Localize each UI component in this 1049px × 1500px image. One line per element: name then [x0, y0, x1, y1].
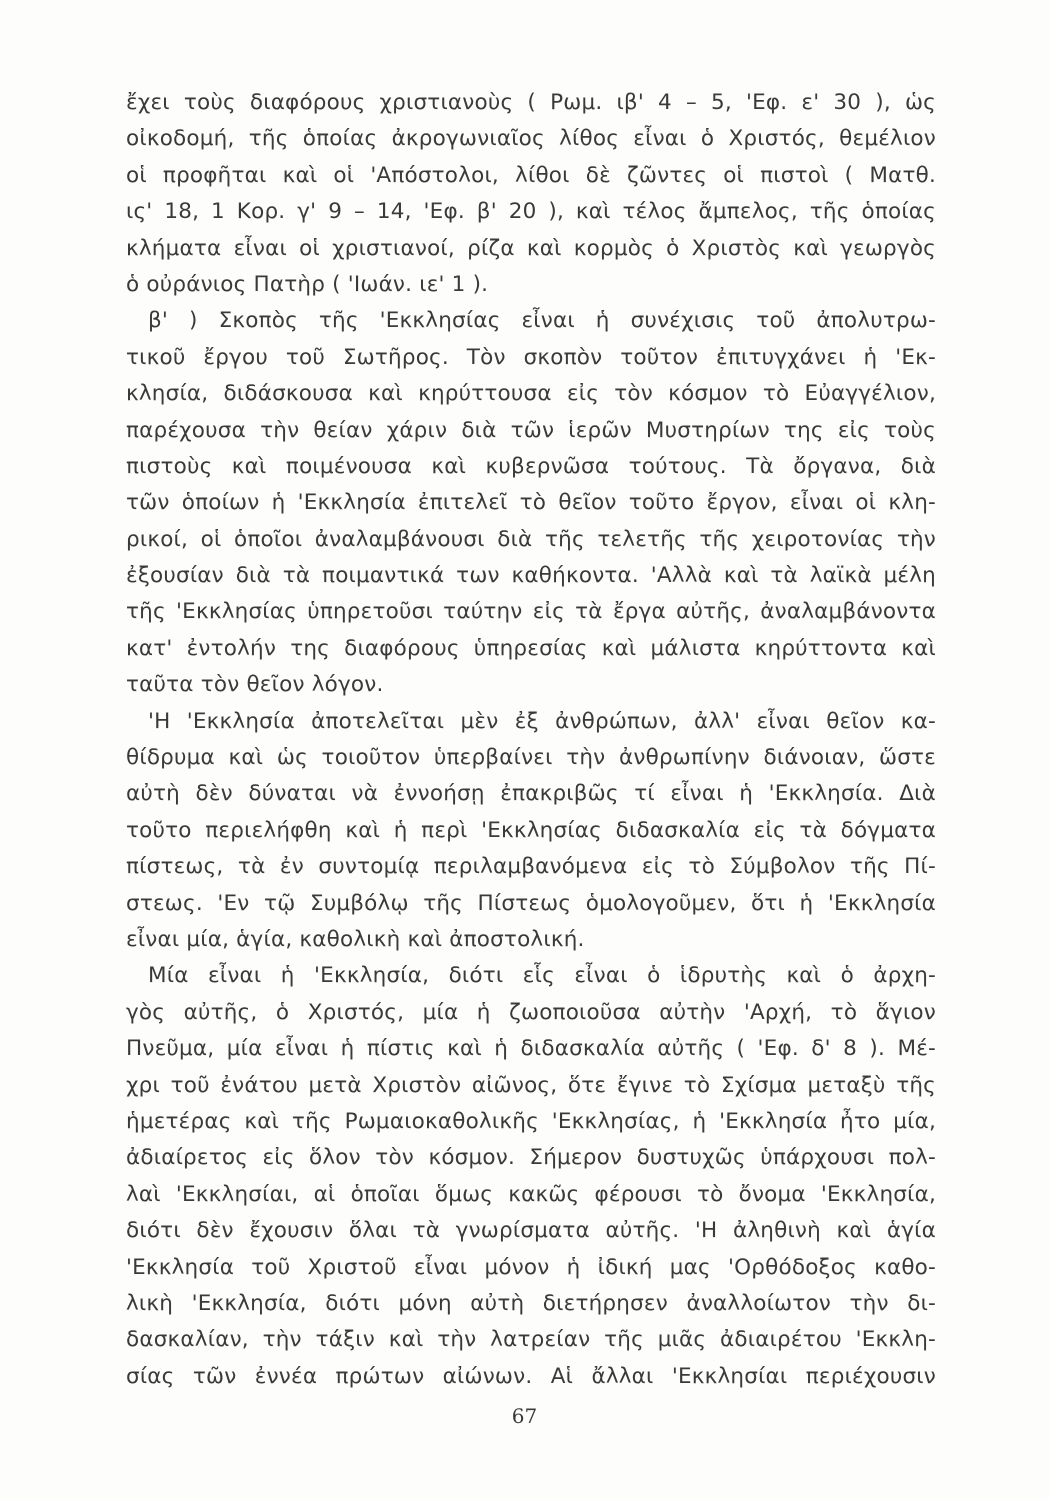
- text-line-19: θίδρυμα καὶ ὡς τοιοῦτον ὑπερβαίνει τὴν ἀνθρωπίνην διάνοιαν, ὥστε: [126, 745, 936, 771]
- text-line-11: πιστοὺς καὶ ποιμένουσα καὶ κυβερνῶσα τούτους. Τὰ ὄργανα, διὰ: [126, 453, 936, 479]
- text-line-7: β' ) Σκοπὸς τῆς 'Εκκλησίας εἶναι ἡ συνέχισις τοῦ ἀπολυτρω-: [148, 308, 936, 334]
- text-line-24: εἶναι μία, ἁγία, καθολικὴ καὶ ἀποστολική.: [126, 926, 585, 952]
- text-line-4: ις' 18, 1 Κορ. γ' 9 – 14, 'Εφ. β' 20 ), καὶ τέλος ἄμπελος, τῆς ὁποίας: [126, 199, 936, 225]
- text-line-20: αὐτὴ δὲν δύναται νὰ ἐννοήσῃ ἐπακριβῶς τί εἶναι ἡ 'Εκκλησία. Διὰ: [126, 781, 936, 807]
- text-line-30: ἀδιαίρετος εἰς ὅλον τὸν κόσμον. Σήμερον δυστυχῶς ὑπάρχουσι πολ-: [126, 1145, 936, 1171]
- text-line-1: ἔχει τοὺς διαφόρους χριστιανοὺς ( Ρωμ. ιβ' 4 – 5, 'Εφ. ε' 30 ), ὡς: [126, 90, 936, 115]
- text-line-14: ἐξουσίαν διὰ τὰ ποιμαντικά των καθήκοντα. 'Αλλὰ καὶ τὰ λαϊκὰ μέλη: [126, 563, 936, 589]
- text-line-28: χρι τοῦ ἐνάτου μετὰ Χριστὸν αἰῶνος, ὅτε ἔγινε τὸ Σχίσμα μεταξὺ τῆς: [126, 1072, 936, 1098]
- text-line-2: οἰκοδομή, τῆς ὁποίας ἀκρογωνιαῖος λίθος εἶναι ὁ Χριστός, θεμέλιον: [126, 126, 936, 152]
- text-line-15: τῆς 'Εκκλησίας ὑπηρετοῦσι ταύτην εἰς τὰ ἔργα αὐτῆς, ἀναλαμβάνοντα: [126, 599, 936, 625]
- text-line-35: δασκαλίαν, τὴν τάξιν καὶ τὴν λατρείαν τῆς μιᾶς ἀδιαιρέτου 'Εκκλη-: [126, 1327, 936, 1353]
- text-line-16: κατ' ἐντολήν της διαφόρους ὑπηρεσίας καὶ μάλιστα κηρύττοντα καὶ: [126, 635, 936, 661]
- body-text: [126, 85, 936, 1395]
- text-line-22: πίστεως, τὰ ἐν συντομίᾳ περιλαμβανόμενα εἰς τὸ Σύμβολον τῆς Πί-: [126, 854, 936, 880]
- text-line-21: τοῦτο περιελήφθη καὶ ἡ περὶ 'Εκκλησίας διδασκαλία εἰς τὰ δόγματα: [126, 817, 936, 843]
- text-line-31: λαὶ 'Εκκλησίαι, αἱ ὁποῖαι ὅμως κακῶς φέρουσι τὸ ὄνομα 'Εκκλησία,: [126, 1181, 936, 1207]
- text-line-6: ὁ οὐράνιος Πατὴρ ( 'Ιωάν. ιε' 1 ).: [126, 271, 489, 297]
- text-line-32: διότι δὲν ἔχουσιν ὅλαι τὰ γνωρίσματα αὐτῆς. 'Η ἀληθινὴ καὶ ἁγία: [126, 1218, 936, 1244]
- text-line-3: οἱ προφῆται καὶ οἱ 'Απόστολοι, λίθοι δὲ ζῶντες οἱ πιστοὶ ( Ματθ.: [126, 162, 936, 188]
- text-line-17: ταῦτα τὸν θεῖον λόγον.: [126, 672, 384, 698]
- text-line-23: στεως. 'Εν τῷ Συμβόλῳ τῆς Πίστεως ὁμολογοῦμεν, ὅτι ἡ 'Εκκλησία: [126, 890, 936, 916]
- text-line-26: γὸς αὐτῆς, ὁ Χριστός, μία ἡ ζωοποιοῦσα αὐτὴν 'Αρχή, τὸ ἅγιον: [126, 999, 936, 1025]
- text-line-12: τῶν ὁποίων ἡ 'Εκκλησία ἐπιτελεῖ τὸ θεῖον τοῦτο ἔργον, εἶναι οἱ κλη-: [126, 490, 936, 516]
- text-line-13: ρικοί, οἱ ὁποῖοι ἀναλαμβάνουσι διὰ τῆς τελετῆς τῆς χειροτονίας τὴν: [126, 526, 936, 552]
- text-line-36: σίας τῶν ἐννέα πρώτων αἰώνων. Αἱ ἄλλαι 'Εκκλησίαι περιέχουσιν: [126, 1363, 936, 1389]
- text-line-29: ἡμετέρας καὶ τῆς Ρωμαιοκαθολικῆς 'Εκκλησίας, ἡ 'Εκκλησία ἦτο μία,: [126, 1108, 936, 1134]
- text-line-8: τικοῦ ἔργου τοῦ Σωτῆρος. Τὸν σκοπὸν τοῦτον ἐπιτυγχάνει ἡ 'Εκ-: [126, 344, 936, 370]
- text-line-9: κλησία, διδάσκουσα καὶ κηρύττουσα εἰς τὸν κόσμον τὸ Εὐαγγέλιον,: [126, 381, 936, 407]
- text-line-18: 'Η 'Εκκλησία ἀποτελεῖται μὲν ἐξ ἀνθρώπων, ἀλλ' εἶναι θεῖον κα-: [148, 708, 936, 734]
- text-line-10: παρέχουσα τὴν θείαν χάριν διὰ τῶν ἱερῶν Μυστηρίων της εἰς τοὺς: [126, 417, 936, 443]
- text-line-34: λικὴ 'Εκκλησία, διότι μόνη αὐτὴ διετήρησεν ἀναλλοίωτον τὴν δι-: [126, 1290, 936, 1316]
- text-line-5: κλήματα εἶναι οἱ χριστιανοί, ρίζα καὶ κορμὸς ὁ Χριστὸς καὶ γεωργὸς: [126, 235, 936, 261]
- page-number: 67: [511, 1404, 538, 1428]
- text-line-25: Μία εἶναι ἡ 'Εκκλησία, διότι εἷς εἶναι ὁ ἱδρυτὴς καὶ ὁ ἀρχη-: [148, 963, 936, 989]
- text-line-27: Πνεῦμα, μία εἶναι ἡ πίστις καὶ ἡ διδασκαλία αὐτῆς ( 'Εφ. δ' 8 ). Μέ-: [126, 1036, 936, 1062]
- text-line-33: 'Εκκλησία τοῦ Χριστοῦ εἶναι μόνον ἡ ἰδική μας 'Ορθόδοξος καθο-: [126, 1254, 936, 1280]
